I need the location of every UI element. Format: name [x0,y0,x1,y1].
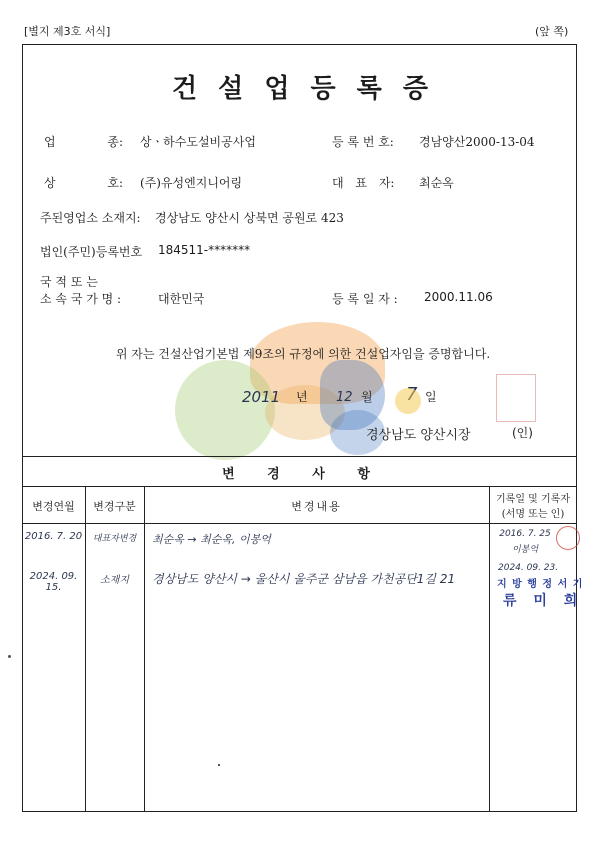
row-change-content: 경상남도 양산시 → 울산시 울주군 삼남읍 가천공단1길 21 [152,572,456,586]
reg-date-label: 등 록 일 자 : [332,292,398,306]
row-record-date: 2016. 7. 25 [499,529,551,539]
recorder-red-seal [556,526,580,550]
row-change-content: 최순옥 → 최순옥, 이봉억 [152,533,271,546]
col-header-content: 변경내용 [291,500,342,513]
table-col-divider-2 [144,486,145,812]
representative-label: 대 표 자: [332,176,395,190]
col-header-recorder-sub: (서명 또는 인) [501,509,565,520]
reg-no-label: 등 록 번 호: [332,135,394,149]
business-type-value: 상ㆍ하수도설비공사업 [140,135,256,149]
scan-speck [218,764,220,766]
official-seal-stamp [496,374,536,422]
seal-mark: (인) [512,426,533,440]
row-change-date: 2016. 7. 20 [24,531,83,542]
reg-no-value: 경남양산2000-13-04 [419,135,535,149]
address-value: 경상남도 양산시 상북면 공원로 423 [155,211,344,225]
corp-no-label: 법인(주민)등록번호 [40,245,143,259]
row-change-category: 소재지 [100,575,129,586]
margin-speck [8,655,11,658]
changes-section-title: 변 경 사 항 [222,467,384,482]
row-record-name: 이봉억 [511,545,539,555]
page-side-label: (앞 쪽) [535,25,569,38]
recorder-stamp-name: 류 미 희 [503,593,584,609]
corp-no-value: 184511-******* [158,243,251,257]
nationality-label-2: 소 속 국 가 명 : [40,292,122,306]
recorder-stamp-org: 지 방 행 정 서 기 [497,579,584,590]
issue-year-handwritten: 2011 [242,388,281,406]
col-header-date: 변경연월 [32,500,75,513]
representative-value: 최순옥 [419,176,454,190]
nationality-value: 대한민국 [158,292,205,306]
address-label: 주된영업소 소재지: [40,211,141,225]
issue-month-handwritten: 12 [336,390,353,405]
trade-name-label: 상 호: [44,176,124,190]
nationality-label-1: 국 적 또 는 [40,275,98,289]
form-reference: [별지 제3호 서식] [24,25,111,38]
certification-statement: 위 자는 건설산업기본법 제9조의 규정에 의한 건설업자임을 증명합니다. [115,347,491,361]
issuer-name: 경상남도 양산시장 [366,428,471,443]
gold-seal-sticker [395,388,421,414]
table-header-line-top [22,486,577,487]
row-change-date: 2024. 09. 15. [29,571,78,593]
trade-name-value: (주)유성엔지니어링 [140,176,243,190]
issue-day-unit: 일 [425,390,437,404]
col-header-recorder: 기록일 및 기록자 [496,494,570,505]
row-change-category: 대표자변경 [92,534,137,544]
row-record-date: 2024. 09. 23. [498,563,559,573]
table-header-line-bottom [22,523,577,524]
table-top-line [22,456,577,457]
issue-month-unit: 월 [361,390,373,404]
issue-year-unit: 년 [296,390,308,404]
certificate-title: 건 설 업 등 록 증 [172,74,434,104]
business-type-label: 업 종: [44,135,124,149]
col-header-category: 변경구분 [93,500,136,513]
reg-date-value: 2000.11.06 [424,290,493,304]
